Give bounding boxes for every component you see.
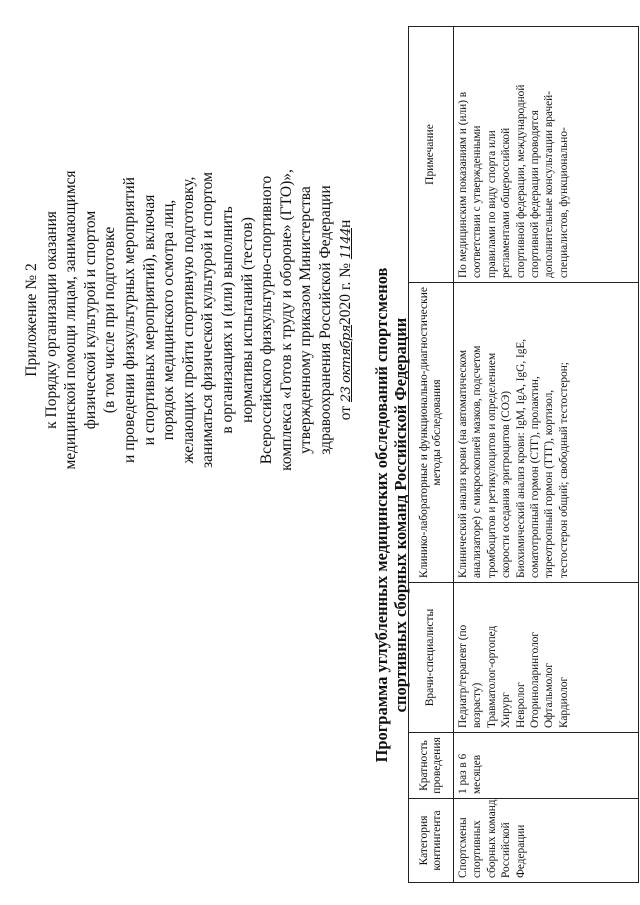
cell-line: спортивных	[471, 820, 484, 878]
cell-line: скорости оседания эритроцитов (СОЭ)	[500, 390, 513, 578]
appendix-line: и спортивных мероприятий), включая	[140, 194, 158, 446]
cell-line: 1 раз в 6	[457, 753, 469, 794]
appendix-line: порядок медицинского осмотра лиц,	[160, 199, 178, 441]
appendix-date-line	[336, 130, 357, 510]
document-title	[372, 185, 410, 845]
number-suffix: н	[336, 219, 354, 229]
specialists-cell	[454, 583, 639, 733]
cell-line: Спортсмены	[457, 817, 469, 878]
cell-line: соответствии с утвержденными	[471, 125, 484, 278]
methods-cell	[454, 283, 639, 583]
cell-line: специалистов, функционально-	[557, 127, 570, 278]
notes-cell	[454, 27, 639, 283]
column-header-notes: Примечание	[409, 27, 454, 283]
appendix-line: заниматься физической культурой и спортом	[199, 172, 217, 468]
cell-line: Офтальмолог	[543, 662, 556, 728]
appendix-line: здравоохранения Российской Федерации	[316, 185, 334, 455]
date-prefix: от	[336, 405, 354, 421]
appendix-line: Всероссийского физкультурно-спортивного	[258, 175, 276, 465]
cell-line: Невролог	[514, 682, 527, 728]
cell-line: спортивной федерации, международной	[514, 84, 527, 278]
date-suffix: 2020 г. №	[336, 262, 354, 326]
cell-line: регламентами общероссийской	[500, 127, 513, 278]
title-line: Программа углубленных медицинских обследований спортсменов	[372, 267, 391, 763]
cell-line: Российской	[500, 822, 513, 878]
cell-line: правилами по виду спорта или	[485, 130, 498, 278]
handwritten-number: 1144	[338, 228, 354, 260]
table-row	[454, 27, 639, 883]
handwritten-date: 23 октября	[338, 325, 354, 403]
cell-line: Хирург	[500, 692, 513, 728]
cell-line: тиреотропный гормон (ТТГ), кортизол,	[543, 389, 556, 578]
column-header-specialists: Врачи-специалисты	[409, 583, 454, 733]
cell-line: По медицинским показаниям и (или) в	[457, 91, 469, 278]
cell-line: анализаторе) с микроскопией мазков, подсчетом	[471, 345, 484, 578]
appendix-line: Приложение № 2	[23, 263, 40, 377]
cell-line: тестостерон общий; свободный тестостерон;	[557, 362, 570, 578]
appendix-line: в организациях и (или) выполнить	[218, 206, 236, 434]
column-header-methods: Клинико-лабораторные и функционально-диагностические методы обследования	[409, 283, 454, 583]
cell-line: Кардиолог	[557, 676, 570, 728]
cell-line: Биохимический анализ крови: IgM, IgA, IgG, IgE,	[514, 338, 527, 578]
cell-line: Федерации	[514, 824, 527, 878]
appendix-line: нормативы испытаний (тестов)	[238, 217, 256, 423]
cell-line: Травматолог-ортопед	[485, 625, 498, 728]
appendix-line: желающих пройти спортивную подготовку,	[179, 176, 197, 464]
table-header-row	[409, 27, 454, 883]
column-header-category: Категория контингента	[409, 799, 454, 883]
cell-line: месяцев	[471, 754, 484, 794]
cell-line: соматотропный гормон (СТГ), пролактин,	[529, 376, 542, 578]
cell-line: сборных команд	[485, 799, 498, 878]
frequency-cell	[454, 733, 639, 799]
appendix-line: и проведении физкультурных мероприятий	[120, 177, 138, 463]
column-header-frequency: Кратность проведения	[409, 733, 454, 799]
cell-line: тромбоцитов и ретикулоцитов и определением	[485, 352, 498, 578]
cell-line: дополнительные консультации врачей-	[543, 91, 556, 278]
appendix-line: комплекса «Готов к труду и обороне» (ГТО)»,	[277, 169, 295, 471]
cell-line: Оториноларинголог	[529, 632, 542, 728]
appendix-line: медицинской помощи лицам, занимающимся	[62, 170, 80, 470]
appendix-line: утвержденному приказом Министерства	[297, 186, 315, 454]
cell-line: Педиатр/терапевт (по	[457, 624, 469, 728]
title-line: спортивных сборных команд Российской Федерации	[391, 317, 410, 713]
category-cell	[454, 799, 639, 883]
examination-table	[408, 26, 639, 883]
cell-line: Клинический анализ крови (на автоматическом	[457, 349, 469, 578]
appendix-line: к Порядку организации оказания	[42, 211, 60, 429]
cell-line: спортивной федерации проводятся	[529, 110, 542, 278]
appendix-header	[22, 130, 356, 510]
appendix-line: физической культурой и спортом	[81, 210, 99, 430]
appendix-line: (в том числе при подготовке	[101, 226, 119, 414]
cell-line: возрасту)	[471, 682, 484, 728]
